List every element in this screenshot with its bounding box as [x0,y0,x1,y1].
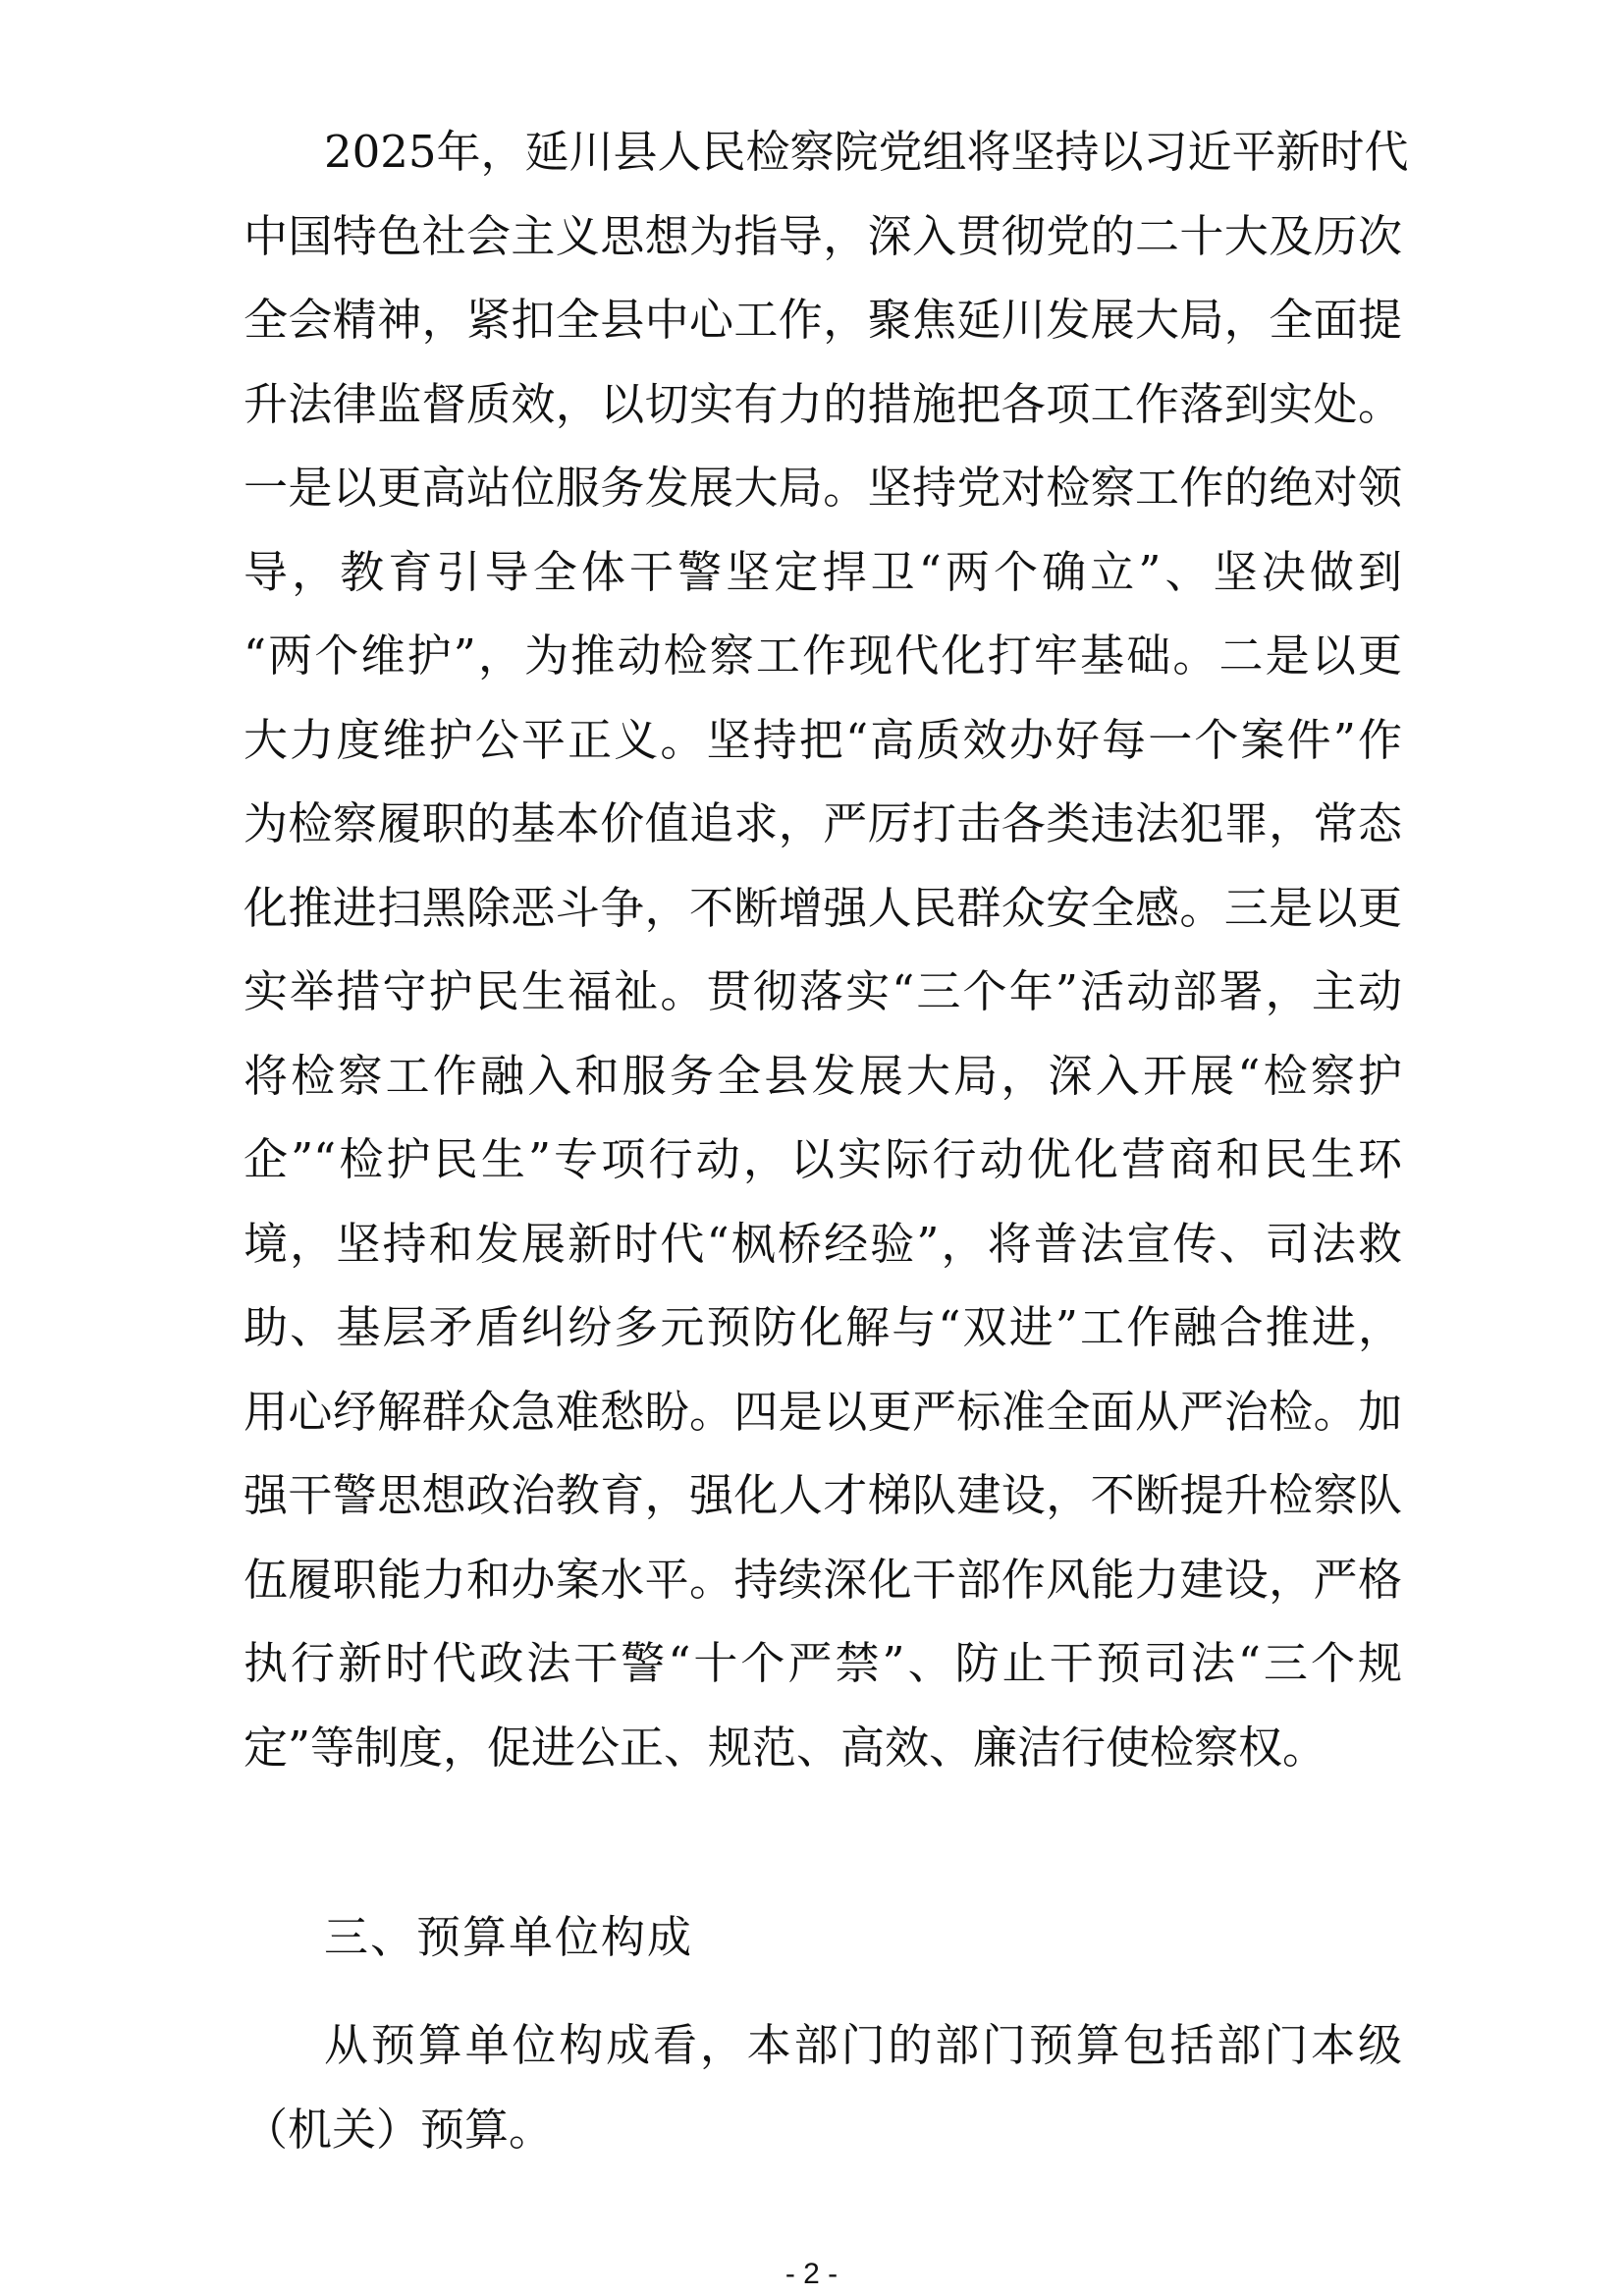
paragraph-line: 为检察履职的基本价值追求，严厉打击各类违法犯罪，常态 [243,797,1402,849]
paragraph-line: 一是以更高站位服务发展大局。坚持党对检察工作的绝对领 [243,462,1402,514]
paragraph-line: 升法律监督质效，以切实有力的措施把各项工作落到实处。 [243,377,1402,430]
paragraph-line: 从预算单位构成看，本部门的部门预算包括部门本级 [324,2019,1402,2071]
paragraph-line: 大力度维护公平正义。坚持把“高质效办好每一个案件”作 [243,713,1402,766]
paragraph-line: 强干警思想政治教育，强化人才梯队建设，不断提升检察队 [243,1469,1402,1521]
paragraph-budget-work-plan [243,110,1409,1789]
paragraph-budget-unit-composition [243,2003,1402,2171]
paragraph-line: 定”等制度，促进公正、规范、高效、廉洁行使检察权。 [243,1721,1327,1774]
paragraph-line: 2025年，延川县人民检察院党组将坚持以习近平新时代 [324,126,1409,178]
paragraph-line: 将检察工作融入和服务全县发展大局，深入开展“检察护 [243,1049,1402,1102]
paragraph-line: “两个维护”，为推动检察工作现代化打牢基础。二是以更 [243,629,1402,682]
paragraph-line: 伍履职能力和办案水平。持续深化干部作风能力建设，严格 [243,1553,1402,1606]
page-number: - 2 - [784,2258,839,2290]
paragraph-line: 全会精神，紧扣全县中心工作，聚焦延川发展大局，全面提 [243,294,1402,346]
paragraph-line: 助、基层矛盾纠纷多元预防化解与“双进”工作融合推进， [243,1301,1402,1353]
paragraph-line: 实举措守护民生福祉。贯彻落实“三个年”活动部署，主动 [243,965,1402,1017]
paragraph-line: 企”“检护民生”专项行动，以实际行动优化营商和民生环 [243,1133,1402,1185]
paragraph-line: 执行新时代政法干警“十个严禁”、防止干预司法“三个规 [243,1637,1402,1689]
paragraph-line: （机关）预算。 [243,2103,554,2156]
section-heading: 三、预算单位构成 [324,1911,694,1963]
paragraph-line: 用心纾解群众急难愁盼。四是以更严标准全面从严治检。加 [243,1385,1402,1438]
paragraph-line: 境，坚持和发展新时代“枫桥经验”，将普法宣传、司法救 [243,1217,1402,1270]
paragraph-line: 化推进扫黑除恶斗争，不断增强人民群众安全感。三是以更 [243,881,1402,934]
paragraph-line: 导，教育引导全体干警坚定捍卫“两个确立”、坚决做到 [243,545,1402,598]
paragraph-line: 中国特色社会主义思想为指导，深入贯彻党的二十大及历次 [243,209,1402,262]
